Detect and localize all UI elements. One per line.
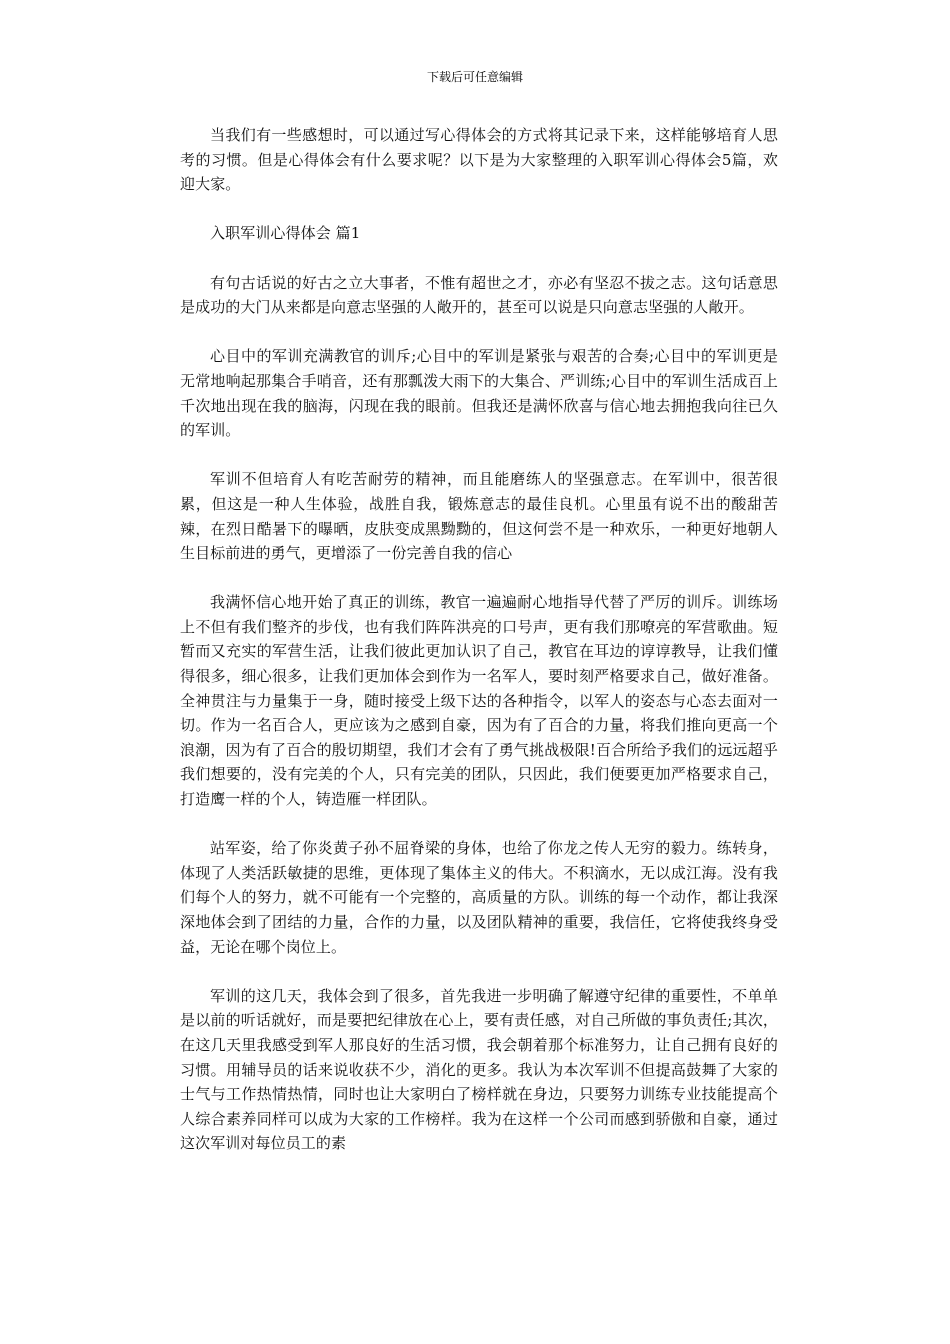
document-body: [180, 123, 778, 1181]
intro-paragraph: 当我们有一些感想时，可以通过写心得体会的方式将其记录下来，这样能够培育人思考的习惯。但是心得体会有什么要求呢？以下是为大家整理的入职军训心得体会5篇，欢迎大家。: [180, 126, 778, 194]
body-paragraph: 我满怀信心地开始了真正的训练，教官一遍遍耐心地指导代替了严厉的训斥。训练场上不但有我们整齐的步伐，也有我们阵阵洪亮的口号声，更有我们那嘹亮的军营歌曲。短暂而又充实的军营生活，让我们彼此更加认识了自己，教官在耳边的谆谆教导，让我们懂得很多，细心很多，让我们更加体会到作为一名军人，要时刻严格要求自己，做好准备。全神贯注与力量集于一身，随时接受上级下达的各种指令，以军人的姿态与心态去面对一切。作为一名百合人，更应该为之感到自豪，因为有了百合的力量，将我们推向更高一个浪潮，因为有了百合的殷切期望，我们才会有了勇气挑战极限!百合所给予我们的远远超乎我们想要的，没有完美的个人，只有完美的团队，只因此，我们便要更加严格要求自己，打造鹰一样的个人，铸造雁一样团队。: [180, 593, 778, 809]
section-title: 入职军训心得体会 篇1: [210, 224, 361, 243]
header-note: 下载后可任意编辑: [426, 70, 523, 84]
body-paragraph: 有句古话说的好古之立大事者，不惟有超世之才，亦必有坚忍不拔之志。这句话意思是成功的大门从来都是向意志坚强的人敞开的，甚至可以说是只向意志坚强的人敞开。: [180, 273, 778, 317]
body-paragraph: 心目中的军训充满教官的训斥;心目中的军训是紧张与艰苦的合奏;心目中的军训更是无常地响起那集合手哨音，还有那瓢泼大雨下的大集合、严训练;心目中的军训生活成百上千次地出现在我的脑海，闪现在我的眼前。但我还是满怀欣喜与信心地去拥抱我向往已久的军训。: [180, 347, 778, 440]
body-paragraph: 军训的这几天，我体会到了很多，首先我进一步明确了解遵守纪律的重要性，不单单是以前的听话就好，而是要把纪律放在心上，要有责任感，对自己所做的事负责任;其次，在这几天里我感受到军人那良好的生活习惯，我会朝着那个标准努力，让自己拥有良好的习惯。用辅导员的话来说收获不少，消化的更多。我认为本次军训不但提高鼓舞了大家的士气与工作热情热情，同时也让大家明白了榜样就在身边，只要努力训练专业技能提高个人综合素养同样可以成为大家的工作榜样。我为在这样一个公司而感到骄傲和自豪，通过这次军训对每位员工的素: [180, 986, 778, 1153]
body-paragraph: 军训不但培育人有吃苦耐劳的精神，而且能磨练人的坚强意志。在军训中，很苦很累，但这是一种人生体验，战胜自我，锻炼意志的最佳良机。心里虽有说不出的酸甜苦辣，在烈日酷暑下的曝晒，皮肤变成黑黝黝的，但这何尝不是一种欢乐，一种更好地朝人生目标前进的勇气，更增添了一份完善自我的信心: [180, 470, 778, 563]
body-paragraph: 站军姿，给了你炎黄子孙不屈脊梁的身体，也给了你龙之传人无穷的毅力。练转身，体现了人类活跃敏捷的思维，更体现了集体主义的伟大。不积滴水，无以成江海。没有我们每个人的努力，就不可能有一个完整的，高质量的方队。训练的每一个动作，都让我深深地体会到了团结的力量，合作的力量，以及团队精神的重要，我信任，它将使我终身受益，无论在哪个岗位上。: [180, 839, 778, 956]
